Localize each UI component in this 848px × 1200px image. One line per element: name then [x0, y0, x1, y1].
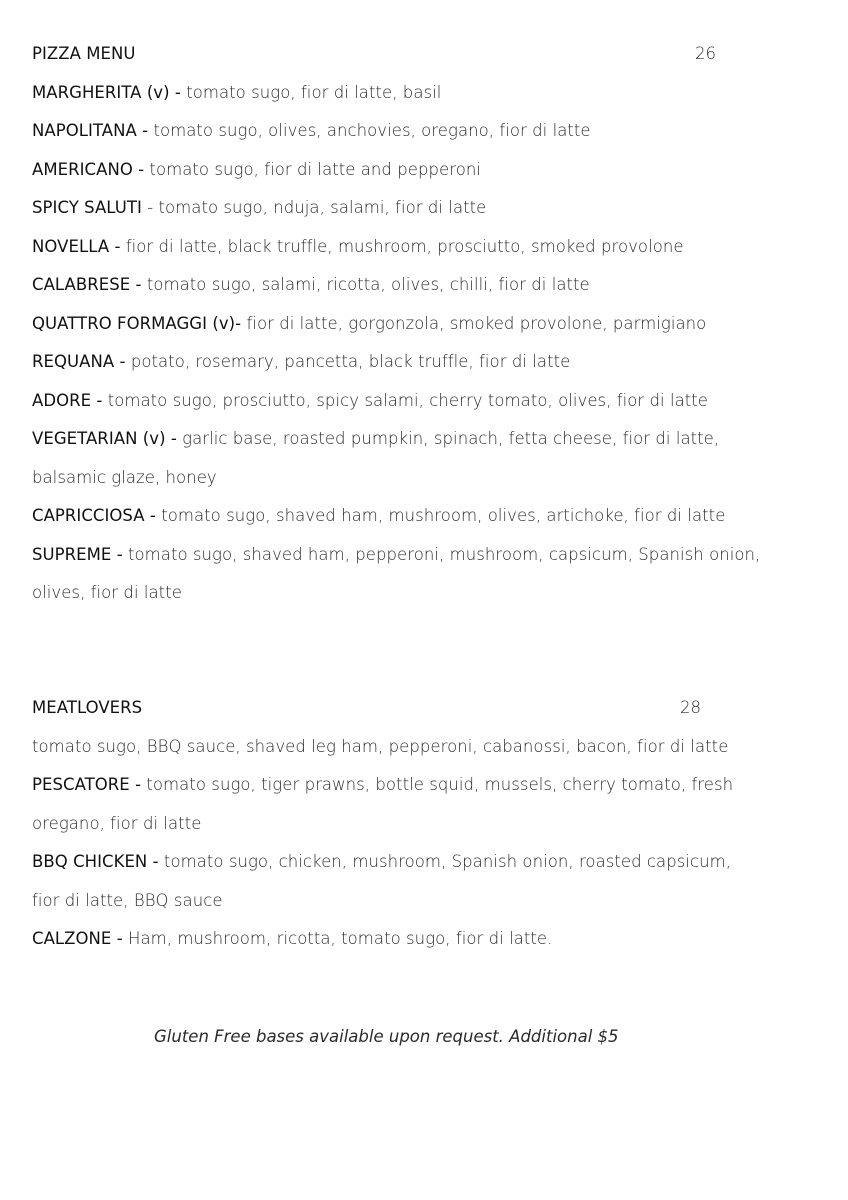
item-description: potato, rosemary, pancetta, black truffle, fior di latte [130, 352, 571, 371]
item-separator: - [169, 83, 187, 102]
item-description-continued: olives, fior di latte [32, 583, 182, 602]
item-name: ADORE [32, 391, 92, 410]
item-name: NOVELLA [32, 237, 110, 256]
section-title-meatlovers: MEATLOVERS [32, 698, 143, 717]
item-description: tomato sugo, olives, anchovies, oregano, fior di latte [153, 121, 591, 140]
item-separator: - [136, 121, 154, 140]
item-name: PESCATORE [32, 775, 130, 794]
item-description: tomato sugo, salami, ricotta, olives, chilli, fior di latte [146, 275, 590, 294]
item-name: CALABRESE [32, 275, 131, 294]
item-description: tomato sugo, tiger prawns, bottle squid, mussels, cherry tomato, fresh [146, 775, 734, 794]
item-separator: - [144, 506, 162, 525]
item-description: tomato sugo, shaved ham, pepperoni, mushroom, capsicum, Spanish onion, [128, 545, 761, 564]
item-separator: - [130, 275, 147, 294]
item-name: CAPRICCIOSA [32, 506, 145, 525]
menu-item [32, 159, 481, 181]
item-description: tomato sugo, fior di latte and pepperoni [149, 160, 481, 179]
item-description-continued: oregano, fior di latte [32, 814, 202, 833]
item-separator: - [132, 160, 150, 179]
item-separator: - [114, 352, 131, 371]
menu-item [32, 82, 441, 104]
menu-item [32, 197, 486, 219]
menu-item [32, 313, 706, 335]
menu-item [32, 505, 725, 527]
menu-item [32, 851, 731, 873]
item-description: tomato sugo, shaved ham, mushroom, olives, artichoke, fior di latte [161, 506, 726, 525]
item-description: tomato sugo, nduja, salami, fior di latte [158, 198, 487, 217]
item-name: SUPREME [32, 545, 112, 564]
menu-item [32, 351, 570, 373]
item-name: SPICY SALUTI [32, 198, 142, 217]
gluten-free-footnote: Gluten Free bases available upon request. Additional $5 [154, 1027, 619, 1046]
item-separator: - [147, 852, 164, 871]
item-name: CALZONE [32, 929, 112, 948]
menu-item [32, 390, 708, 412]
item-description: tomato sugo, chicken, mushroom, Spanish onion, roasted capsicum, [163, 852, 732, 871]
menu-item [32, 120, 591, 142]
item-name: BBQ CHICKEN [32, 852, 148, 871]
item-separator: - [129, 775, 147, 794]
section-title-pizza-menu: PIZZA MENU [32, 44, 136, 63]
item-separator: - [165, 429, 183, 448]
item-separator: - [91, 391, 108, 410]
item-separator: - [141, 198, 159, 217]
item-name: VEGETARIAN (v) [32, 429, 166, 448]
item-separator: - [235, 314, 247, 333]
item-description-continued: fior di latte, BBQ sauce [32, 891, 223, 910]
section-title-description: tomato sugo, BBQ sauce, shaved leg ham, pepperoni, cabanossi, bacon, fior di latte [32, 737, 729, 756]
item-separator: - [109, 237, 126, 256]
item-separator: - [111, 929, 129, 948]
section-price-meatlovers: 28 [680, 698, 701, 717]
item-description: fior di latte, gorgonzola, smoked provolone, parmigiano [246, 314, 707, 333]
menu-item [32, 428, 719, 450]
item-name: AMERICANO [32, 160, 133, 179]
item-name: MARGHERITA (v) [32, 83, 170, 102]
item-description: Ham, mushroom, ricotta, tomato sugo, fior di latte. [128, 929, 553, 948]
section-price-pizza-menu: 26 [695, 44, 716, 63]
menu-item [32, 928, 552, 950]
item-description-continued: balsamic glaze, honey [32, 468, 217, 487]
menu-item [32, 236, 684, 258]
item-separator: - [111, 545, 128, 564]
item-description: tomato sugo, prosciutto, spicy salami, cherry tomato, olives, fior di latte [107, 391, 709, 410]
menu-item [32, 774, 733, 796]
item-description: fior di latte, black truffle, mushroom, prosciutto, smoked provolone [125, 237, 684, 256]
item-description: tomato sugo, fior di latte, basil [186, 83, 442, 102]
menu-item [32, 544, 760, 566]
item-name: NAPOLITANA [32, 121, 137, 140]
item-description: garlic base, roasted pumpkin, spinach, fetta cheese, fior di latte, [182, 429, 720, 448]
item-name: QUATTRO FORMAGGI (v) [32, 314, 236, 333]
menu-item [32, 274, 590, 296]
item-name: REQUANA [32, 352, 115, 371]
